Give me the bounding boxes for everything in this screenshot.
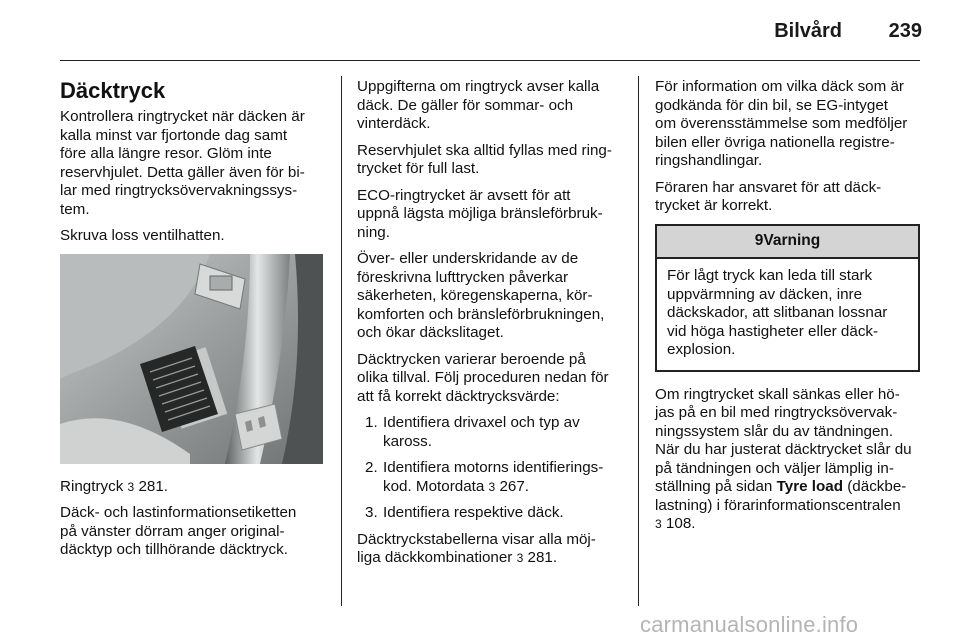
paragraph: Uppgifterna om ringtryck avser kalla däck. De gäller för sommar- och vinterdäck.	[357, 78, 600, 132]
header-title: Bilvård	[774, 20, 842, 42]
door-frame-label-photo	[60, 254, 323, 464]
list-item: 1. Identifiera drivaxel och typ av kaross.	[365, 414, 580, 450]
procedure-steps	[357, 414, 629, 523]
column-divider-1	[341, 76, 342, 606]
paragraph: Skruva loss ventilhatten.	[60, 227, 225, 244]
paragraph: Kontrollera ringtrycket när däcken är kalla minst var fjortonde dag samt före alla längre resor. Glöm inte reservhjulet. Detta gäller även för bi- lar med ringtrycksövervakningssys- tem.	[60, 108, 305, 218]
paragraph: Om ringtrycket skall sänkas eller hö- jas på en bil med ringtrycksövervak- ningssystem slår du av tändningen. När du har justerat däcktrycket slår du på tändningen och väljer lämplig in- ställning på sidan Tyre load (däckbe- lastning) i förarinformationscentralen 3 108.	[655, 385, 912, 532]
section-title: Däcktryck	[60, 78, 166, 103]
warning-icon: 9	[754, 231, 764, 249]
paragraph: ECO-ringtrycket är avsett för att uppnå lägsta möjliga bränsleförbruk- ning.	[357, 186, 603, 241]
paragraph: Däck- och lastinformationsetiketten på vänster dörram anger original- däcktyp och tillhörande däcktryck.	[60, 504, 297, 558]
warning-header	[657, 226, 918, 260]
list-item: 2. Identifiera motorns identifierings- kod. Motordata 3 267.	[365, 459, 604, 495]
page-reference-icon: 3	[516, 551, 524, 565]
column-3	[655, 78, 920, 542]
column-divider-2	[638, 76, 639, 606]
watermark: carmanualsonline.info	[640, 612, 859, 637]
page-reference[interactable]: 108.	[665, 515, 696, 532]
paragraph: Reservhjulet ska alltid fyllas med ring- trycket för full last.	[357, 141, 612, 177]
column-1	[60, 78, 330, 568]
paragraph: Över- eller underskridande av de föreskrivna lufttrycken påverkar säkerheten, köregenskaperna, kör- komforten och bränsleförbrukningen, och ökar däckslitaget.	[357, 250, 605, 341]
list-item: 3. Identifiera respektive däck.	[365, 504, 564, 521]
page-number: 239	[888, 20, 922, 42]
paragraph: Föraren har ansvaret för att däck- trycket är korrekt.	[655, 178, 882, 214]
page-reference[interactable]: 267.	[499, 477, 530, 495]
warning-body: För lågt tryck kan leda till stark uppvärmning av däcken, inre däckskador, att slitbanan lossnar vid höga hastigheter eller däck- explosion.	[667, 267, 888, 358]
page-reference-icon: 3	[127, 479, 135, 494]
header-rule	[60, 60, 920, 61]
column-2	[357, 78, 629, 576]
page-reference-icon: 3	[655, 517, 662, 531]
paragraph: Ringtryck 3 281.	[60, 477, 169, 495]
paragraph: För information om vilka däck som är godkända för din bil, se EG-intyget om överensstämmelse som medföljer bilen eller övriga nationella registre- ringshandlingar.	[655, 78, 908, 169]
page-reference[interactable]: 281.	[527, 549, 558, 566]
page-reference-icon: 3	[488, 479, 496, 494]
menu-term: Tyre load	[776, 478, 844, 495]
door-frame-illustration	[60, 254, 323, 464]
warning-box	[655, 224, 920, 372]
paragraph: Däcktrycken varierar beroende på olika tillval. Följ proceduren nedan för att få korrekt däcktrycksvärde:	[357, 350, 609, 405]
paragraph: Däcktryckstabellerna visar alla möj- liga däckkombinationer 3 281.	[357, 530, 596, 566]
page-reference[interactable]: 281.	[138, 477, 169, 495]
warning-title: Varning	[763, 231, 821, 249]
